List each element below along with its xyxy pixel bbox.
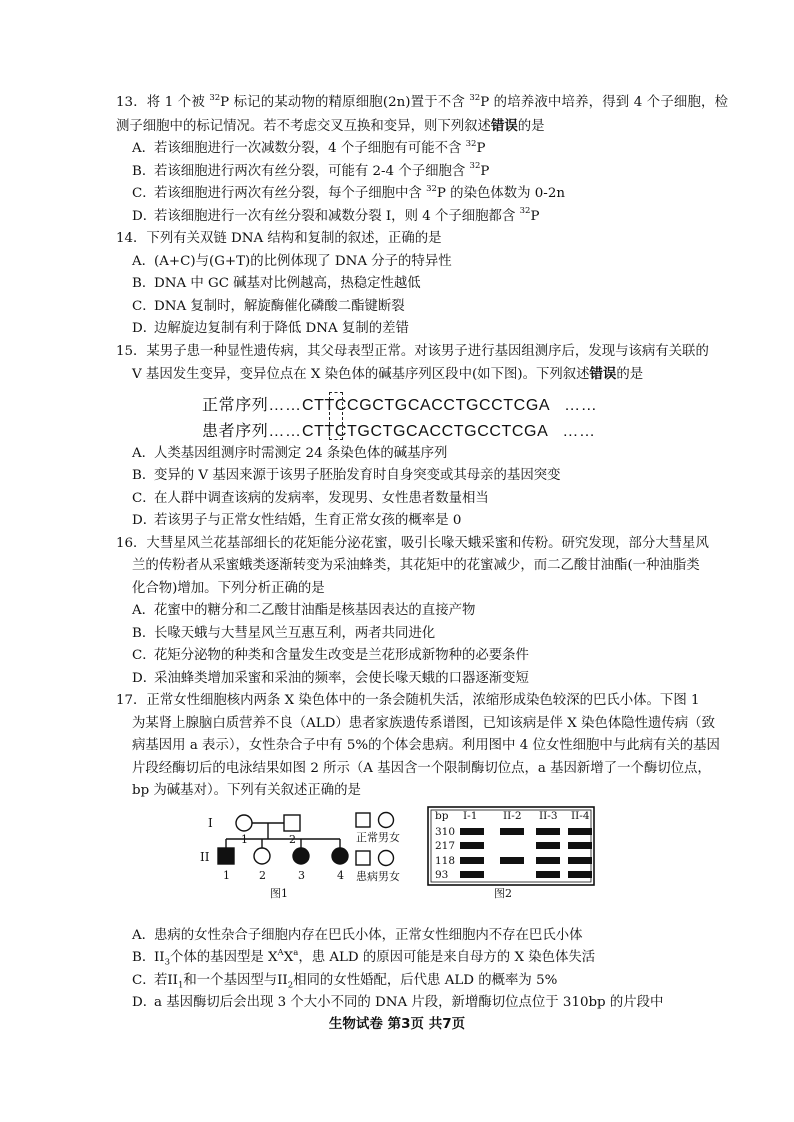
q16-option-c: C．花矩分泌物的种类和含量发生改变是兰花形成新物种的必要条件: [132, 648, 529, 663]
q15-option-b: B．变异的 V 基因来源于该男子胚胎发育时自身突变或其母亲的基因突变: [132, 468, 561, 483]
gel-lane-label: II-2: [503, 809, 522, 822]
svg-text:2: 2: [259, 868, 266, 882]
electrophoresis-figure: [426, 805, 596, 923]
gel-band: [460, 857, 484, 864]
gel-band: [460, 842, 484, 849]
q14-option-d: D．边解旋边复制有利于降低 DNA 复制的差错: [132, 321, 409, 336]
legend-normal-male: [356, 813, 370, 827]
svg-text:1: 1: [223, 868, 230, 882]
gen-label-i: I: [208, 815, 213, 830]
q13-option-a: A．若该细胞进行一次减数分裂，4 个子细胞有可能不含 $^{32}$P: [132, 138, 486, 156]
pedigree-ii1-affected-male: [218, 848, 234, 864]
pedigree-figure: [200, 805, 416, 923]
q16-option-d: D．采油蜂类增加采蜜和采油的频率，会使长喙天蛾的口器逐渐变短: [132, 670, 529, 686]
q14-stem: 14．下列有关双链 DNA 结构和复制的叙述，正确的是: [116, 231, 442, 246]
q14-option-c: C．DNA 复制时，解旋酶催化磷酸二酯键断裂: [132, 298, 405, 314]
gel-band: [500, 857, 524, 864]
gel-size-label: 217: [435, 839, 456, 852]
normal-sequence: CTTCCGCTGCACCTGCCTCGA: [302, 396, 551, 414]
svg-text:1: 1: [241, 832, 248, 846]
svg-text:4: 4: [337, 868, 344, 882]
patient-sequence: CTTCTGCTGCACCTGCCTCGA: [302, 422, 549, 440]
q16-stem: 16．大彗星风兰花基部细长的花矩能分泌花蜜，吸引长喙天蛾采蜜和传粉。研究发现，部分大彗星风 兰的传粉者从采蜜蛾类逐渐转变为采油蜂类，其花矩中的花蜜减少，而二乙酸甘油酯(一种油脂类 化合物)增加。下列分析正确的是: [116, 535, 709, 596]
gel-band: [536, 828, 560, 835]
gel-band: [536, 842, 560, 849]
patient-sequence-row: 患者序列……CTTCTGCTGCACCTGCCTCGA ……: [202, 422, 596, 440]
q13-option-b: B．若该细胞进行两次有丝分裂，可能有 2-4 个子细胞含 $^{32}$P: [132, 161, 490, 179]
q17-option-c: C．若$II_1$和一个基因型与$II_2$相同的女性婚配，后代患 ALD 的概率为 5%: [132, 972, 558, 991]
gel-lane-label: II-3: [539, 809, 558, 822]
gel-band: [568, 857, 592, 864]
pedigree-i2-male: [284, 815, 300, 831]
gel-band: [460, 871, 484, 878]
pedigree-ii4-affected-female: [332, 848, 348, 864]
q17-option-b: B．$II_3$个体的基因型是 $X^AX^a$，患 ALD 的原因可能是来自母方的 X 染色体失活: [132, 947, 596, 968]
gel-lane-label: I-1: [463, 809, 478, 822]
mutation-site-dashed-box: [329, 392, 343, 440]
legend-normal-female: [379, 812, 394, 827]
gel-band: [536, 857, 560, 864]
fig2-caption: 图2: [494, 886, 512, 900]
gel-band: [460, 828, 484, 835]
gel-size-label: 118: [435, 854, 456, 867]
gel-size-label: 310: [435, 825, 456, 838]
pedigree-ii2-female: [254, 848, 270, 864]
q17-option-a: A．患病的女性杂合子细胞内存在巴氏小体，正常女性细胞内不存在巴氏小体: [132, 927, 583, 943]
q14-option-b: B．DNA 中 GC 碱基对比例越高，热稳定性越低: [132, 276, 421, 291]
q15-option-c: C．在人群中调查该病的发病率，发现男、女性患者数量相当: [132, 490, 489, 506]
q13-option-c: C．若该细胞进行两次有丝分裂，每个子细胞中含 $^{32}$P 的染色体数为 0-2n: [132, 183, 565, 201]
svg-text:2: 2: [289, 832, 296, 846]
gen-label-ii: II: [200, 849, 210, 864]
gel-lane-label: II-4: [571, 809, 590, 822]
gel-band: [500, 828, 524, 835]
q16-option-a: A．花蜜中的糖分和二乙酸甘油酯是核基因表达的直接产物: [132, 603, 476, 618]
gel-band: [568, 828, 592, 835]
gel-size-label: 93: [435, 868, 449, 881]
questions-area: [116, 92, 728, 1015]
legend-affected-label: 患病男女: [356, 869, 400, 883]
q15-option-d: D．若该男子与正常女性结婚，生育正常女孩的概率是 0: [132, 513, 462, 528]
pedigree-ii3-affected-female: [293, 848, 309, 864]
gel-band: [568, 842, 592, 849]
gel-band: [536, 871, 560, 878]
sequence-figure: [202, 389, 728, 443]
svg-text:3: 3: [298, 868, 305, 882]
q17-stem: 17．正常女性细胞核内两条 X 染色体中的一条会随机失活，浓缩形成染色较深的巴氏小体。下图 1 为某肾上腺脑白质营养不良（ALD）患者家族遗传系谱图，已知该病是伴 X 染色体隐性遗传病（致 病基因用 a 表示），女性杂合子中有 5%的个体会患病。利用图中 4 位女性细胞中与此病有关的基因 片段经酶切后的电泳结果如图 2 所示（A 基因含一个限制酶切位点，a 基因新增了一个酶切位点， bp 为碱基对）。下列有关叙述正确的是: [116, 693, 720, 798]
q14-option-a: A．(A+C)与(G+T)的比例体现了 DNA 分子的特异性: [132, 253, 452, 269]
q15-stem: 15．某男子患一种显性遗传病，其父母表型正常。对该男子进行基因组测序后，发现与该病有关联的 V 基因发生变异，变异位点在 X 染色体的碱基序列区段中(如下图)。下列叙述错误的是: [116, 343, 709, 382]
q16-option-b: B．长喙天蛾与大彗星风兰互惠互利，两者共同进化: [132, 625, 436, 641]
gel-bp-header: bp: [435, 809, 449, 822]
q15-option-a: A．人类基因组测序时需测定 24 条染色体的碱基序列: [132, 445, 448, 461]
q17-figures: [116, 805, 728, 923]
q13-option-d: D．若该细胞进行一次有丝分裂和减数分裂 I，则 4 个子细胞都含 $^{32}$P: [132, 206, 540, 224]
gel-band: [568, 871, 592, 878]
legend-normal-label: 正常男女: [356, 830, 400, 844]
pedigree-i1-female: [236, 815, 252, 831]
fig1-caption: 图1: [270, 886, 288, 900]
normal-sequence-row: 正常序列……CTTCCGCTGCACCTGCCTCGA ……: [202, 396, 598, 414]
legend-affected-female: [379, 850, 394, 865]
q17-option-d: D．a 基因酶切后会出现 3 个大小不同的 DNA 片段，新增酶切位点位于 310bp 的片段中: [132, 995, 664, 1010]
page-footer: 生物试卷 第3页 共7页: [328, 1016, 466, 1032]
q13-stem: 13．将 1 个被 $^{32}$P 标记的某动物的精原细胞(2n)置于不含 $^{32}$P 的培养液中培养，得到 4 个子细胞，检测子细胞中的标记情况。若不考虑交叉互换和变异，则下列叙述错误的是: [116, 92, 728, 134]
legend-affected-male: [356, 851, 370, 865]
